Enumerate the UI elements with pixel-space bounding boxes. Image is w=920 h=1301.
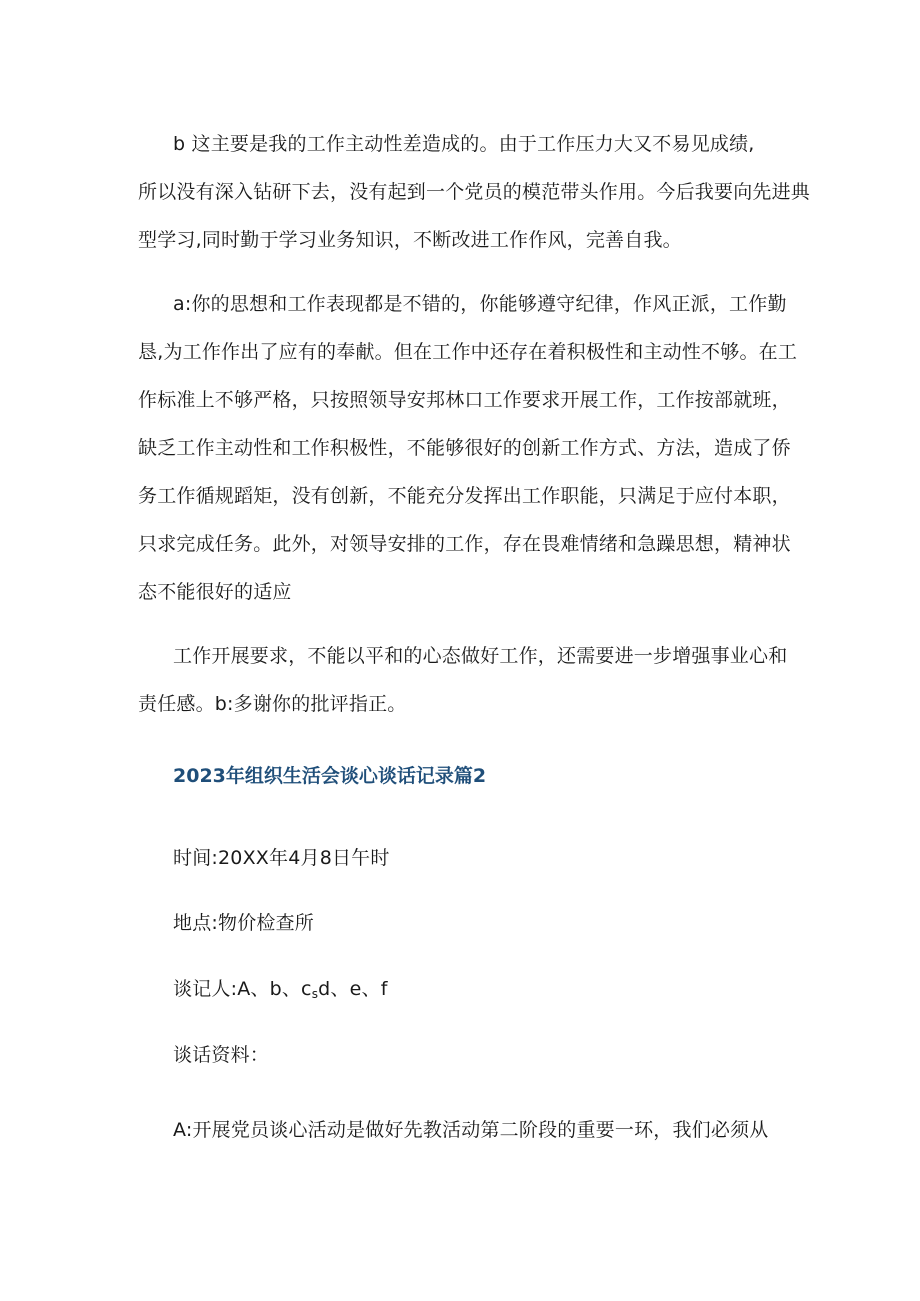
p1-line-1: b 这主要是我的工作主动性差造成的。由于工作压力大又不易见成绩,: [173, 133, 755, 155]
record-participants: [173, 976, 388, 1007]
p2-line-5: 务工作循规蹈矩，没有创新，不能充分发挥出工作职能，只满足于应付本职，: [138, 485, 791, 507]
participants-subscript: s: [311, 987, 319, 1001]
record-place: 地点:物价检查所: [173, 912, 315, 934]
p1-line-3: 型学习,同时勤于学习业务知识，不断改进工作作风，完善自我。: [138, 229, 682, 251]
section-heading: 2023年组织生活会谈心谈话记录篇2: [173, 765, 487, 787]
participants-before: 谈记人:A、b、c: [173, 978, 312, 1000]
p2-line-3: 作标准上不够严格，只按照领导安邦林口工作要求开展工作，工作按部就班，: [138, 389, 791, 411]
participants-after: d、e、f: [318, 978, 388, 1000]
p3-line-2: 责任感。b:多谢你的批评指正。: [138, 693, 407, 715]
p2-line-4: 缺乏工作主动性和工作积极性，不能够很好的创新工作方式、方法，造成了侨: [138, 437, 791, 459]
p2-line-2: 恳,为工作作出了应有的奉献。但在工作中还存在着积极性和主动性不够。在工: [138, 341, 798, 363]
record-content-first-line: A:开展党员谈心活动是做好先教活动第二阶段的重要一环，我们必须从: [173, 1119, 769, 1141]
p2-line-1: a:你的思想和工作表现都是不错的，你能够遵守纪律，作风正派，工作勤: [173, 293, 787, 315]
p1-line-2: 所以没有深入钻研下去，没有起到一个党员的模范带头作用。今后我要向先进典: [138, 181, 811, 203]
p3-line-1: 工作开展要求，不能以平和的心态做好工作，还需要进一步增强事业心和: [173, 645, 788, 667]
p2-line-7: 态不能很好的适应: [138, 581, 292, 603]
record-content-label: 谈话资料：: [173, 1044, 270, 1066]
record-time: 时间:20XX年4月8日午时: [173, 847, 390, 869]
p2-line-6: 只求完成任务。此外，对领导安排的工作，存在畏难情绪和急躁思想，精神状: [138, 533, 791, 555]
